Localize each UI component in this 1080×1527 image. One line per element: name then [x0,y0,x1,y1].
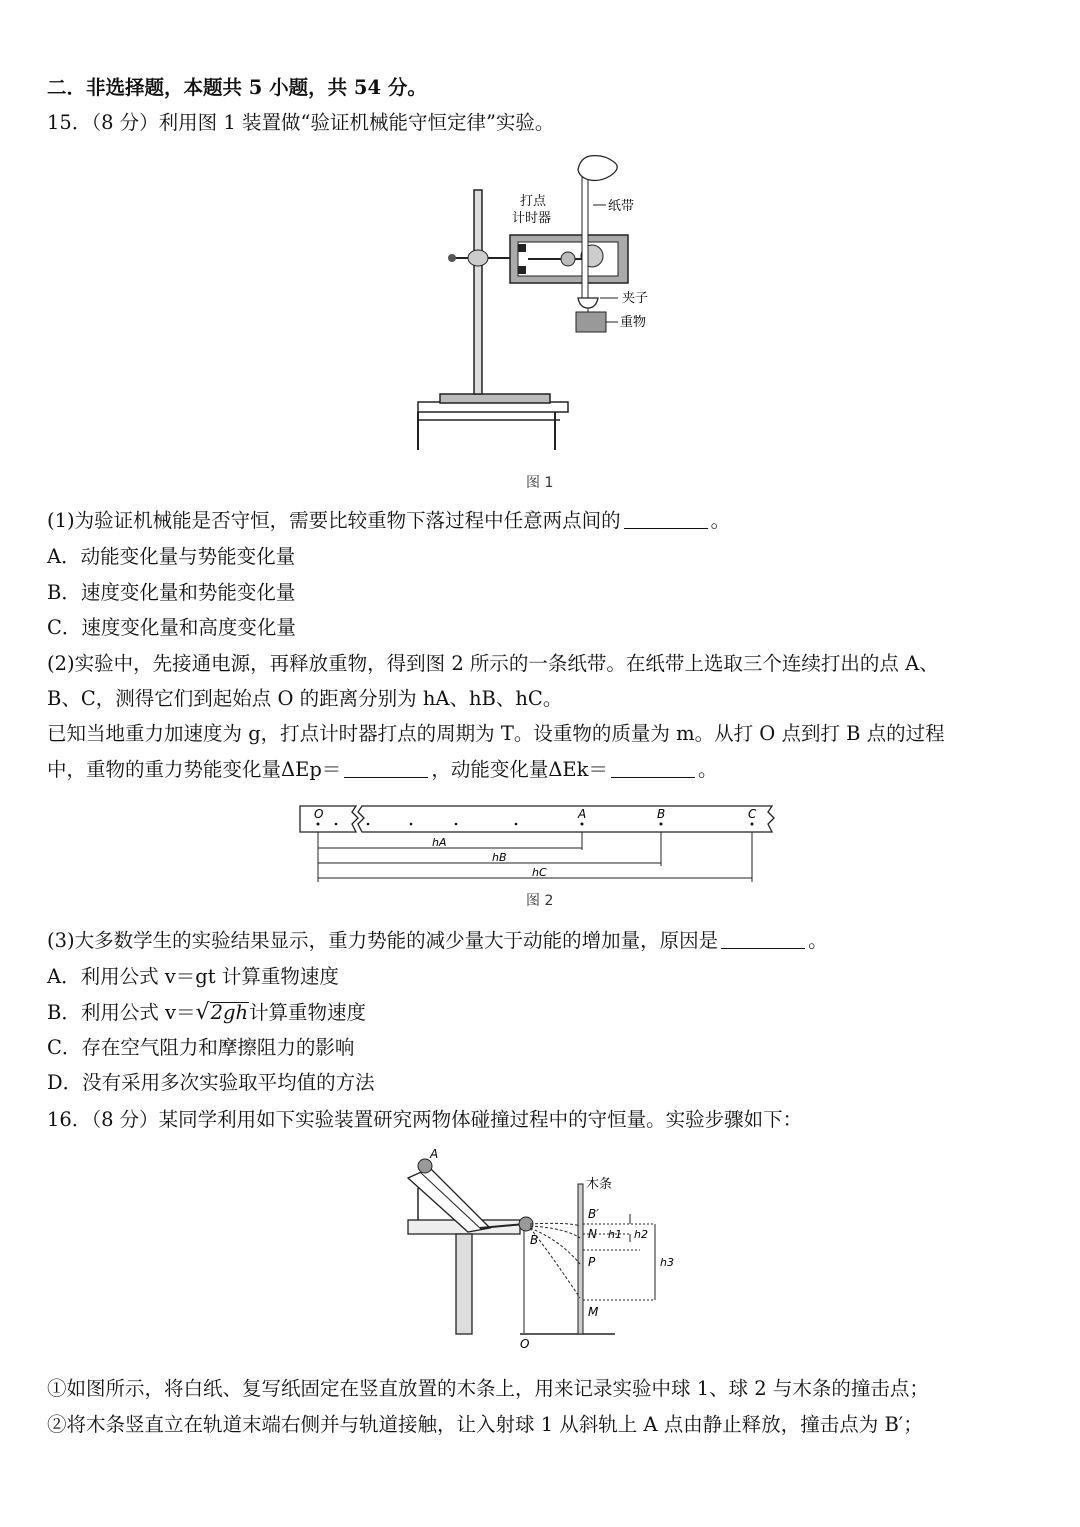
fig3-label-wood: 木条 [586,1177,613,1192]
q15-p2-line4b: ，动能变化量ΔEk＝ [431,758,608,781]
q15-p2-line2: B、C，测得它们到起始点 O 的距离分别为 hA、hB、hC。 [47,687,563,710]
q15-intro: 15．（8 分）利用图 1 装置做“验证机械能守恒定律”实验。 [47,111,555,134]
fig3-label-b: B [530,1233,539,1247]
figure-2-tape [296,800,786,894]
fig3-label-m: M [588,1305,599,1319]
q15-p3-option-b: B．利用公式 v＝√2gh计算重物速度 [47,1000,367,1025]
figure-2-caption: 图 2 [526,893,554,909]
q15-p3-end: 。 [808,929,828,952]
fig2-label-hb: hB [492,851,507,864]
q15-p1-option-c: C．速度变化量和高度变化量 [47,616,296,639]
q15-p2-line4 [47,755,717,785]
q15-p3-option-b-post: 计算重物速度 [249,1001,367,1024]
answer-blank [611,757,695,778]
fig2-label-hc: hC [532,866,547,879]
q15-p2-line4a: 中，重物的重力势能变化量ΔEp＝ [47,758,342,781]
fig3-label-b-prime: B′ [588,1207,599,1221]
figure-collision-apparatus [390,1148,690,1352]
q15-p3-stem [47,926,828,956]
fig1-label-clip: 夹子 [622,291,649,306]
fig1-label-timer-2: 计时器 [512,211,552,226]
fig3-label-o: O [520,1337,530,1348]
q15-p1-stem [47,506,730,536]
q15-p3-option-b-radicand: 2gh [210,1001,249,1024]
q15-p3-option-c: C．存在空气阻力和摩擦阻力的影响 [47,1036,355,1059]
fig2-point-o: O [314,807,324,821]
fig2-point-a: A [578,807,587,821]
q15-p3-option-d: D．没有采用多次实验取平均值的方法 [47,1071,375,1094]
q15-p3-stem-text: (3)大多数学生的实验结果显示，重力势能的减少量大于动能的增加量，原因是 [47,929,719,952]
q15-p3-option-b-pre: B．利用公式 v＝ [47,1001,196,1024]
q15-p3-option-a: A．利用公式 v＝gt 计算重物速度 [47,965,339,988]
fig3-label-h3: h3 [660,1256,674,1269]
q15-p2-line1: (2)实验中，先接通电源，再释放重物，得到图 2 所示的一条纸带。在纸带上选取三个连续打出的点 A、 [47,652,939,675]
q16-intro: 16．（8 分）某同学利用如下实验装置研究两物体碰撞过程中的守恒量。实验步骤如下： [47,1108,803,1131]
fig3-label-a: A [430,1148,439,1161]
answer-blank [344,757,428,778]
q15-p1-option-b: B．速度变化量和势能变化量 [47,581,296,604]
fig1-label-tape: 纸带 [608,199,635,214]
q15-p1-option-a: A．动能变化量与势能变化量 [47,545,296,568]
q15-p1-stem-text: (1)为验证机械能是否守恒，需要比较重物下落过程中任意两点间的 [47,509,621,532]
fig1-label-weight: 重物 [620,315,647,330]
q15-p2-line4c: 。 [697,758,718,781]
fig3-label-h2: h2 [634,1228,648,1241]
q16-step1: ①如图所示，将白纸、复写纸固定在竖直放置的木条上，用来记录实验中球 1、球 2 与木条的撞击点； [47,1377,929,1400]
fig2-point-c: C [748,807,757,821]
fig2-point-b: B [657,807,666,821]
answer-blank [721,928,805,949]
figure-1-apparatus [410,150,670,454]
section-title: 二．非选择题，本题共 5 小题，共 54 分。 [47,76,427,99]
fig2-label-ha: hA [432,836,447,849]
q16-step2: ②将木条竖直立在轨道末端右侧并与轨道接触，让入射球 1 从斜轨上 A 点由静止释放，撞击点为 B′； [47,1413,923,1436]
fig3-label-h1: h1 [608,1228,622,1241]
fig1-label-timer-1: 打点 [520,194,547,209]
figure-1-caption: 图 1 [526,475,554,491]
q15-p1-end: 。 [710,509,731,532]
fig3-label-p: P [588,1255,596,1269]
answer-blank [624,508,708,529]
q15-p2-line3: 已知当地重力加速度为 g，打点计时器打点的周期为 T。设重物的质量为 m。从打 O 点到打 B 点的过程 [47,722,945,745]
fig3-label-n: N [588,1227,597,1241]
